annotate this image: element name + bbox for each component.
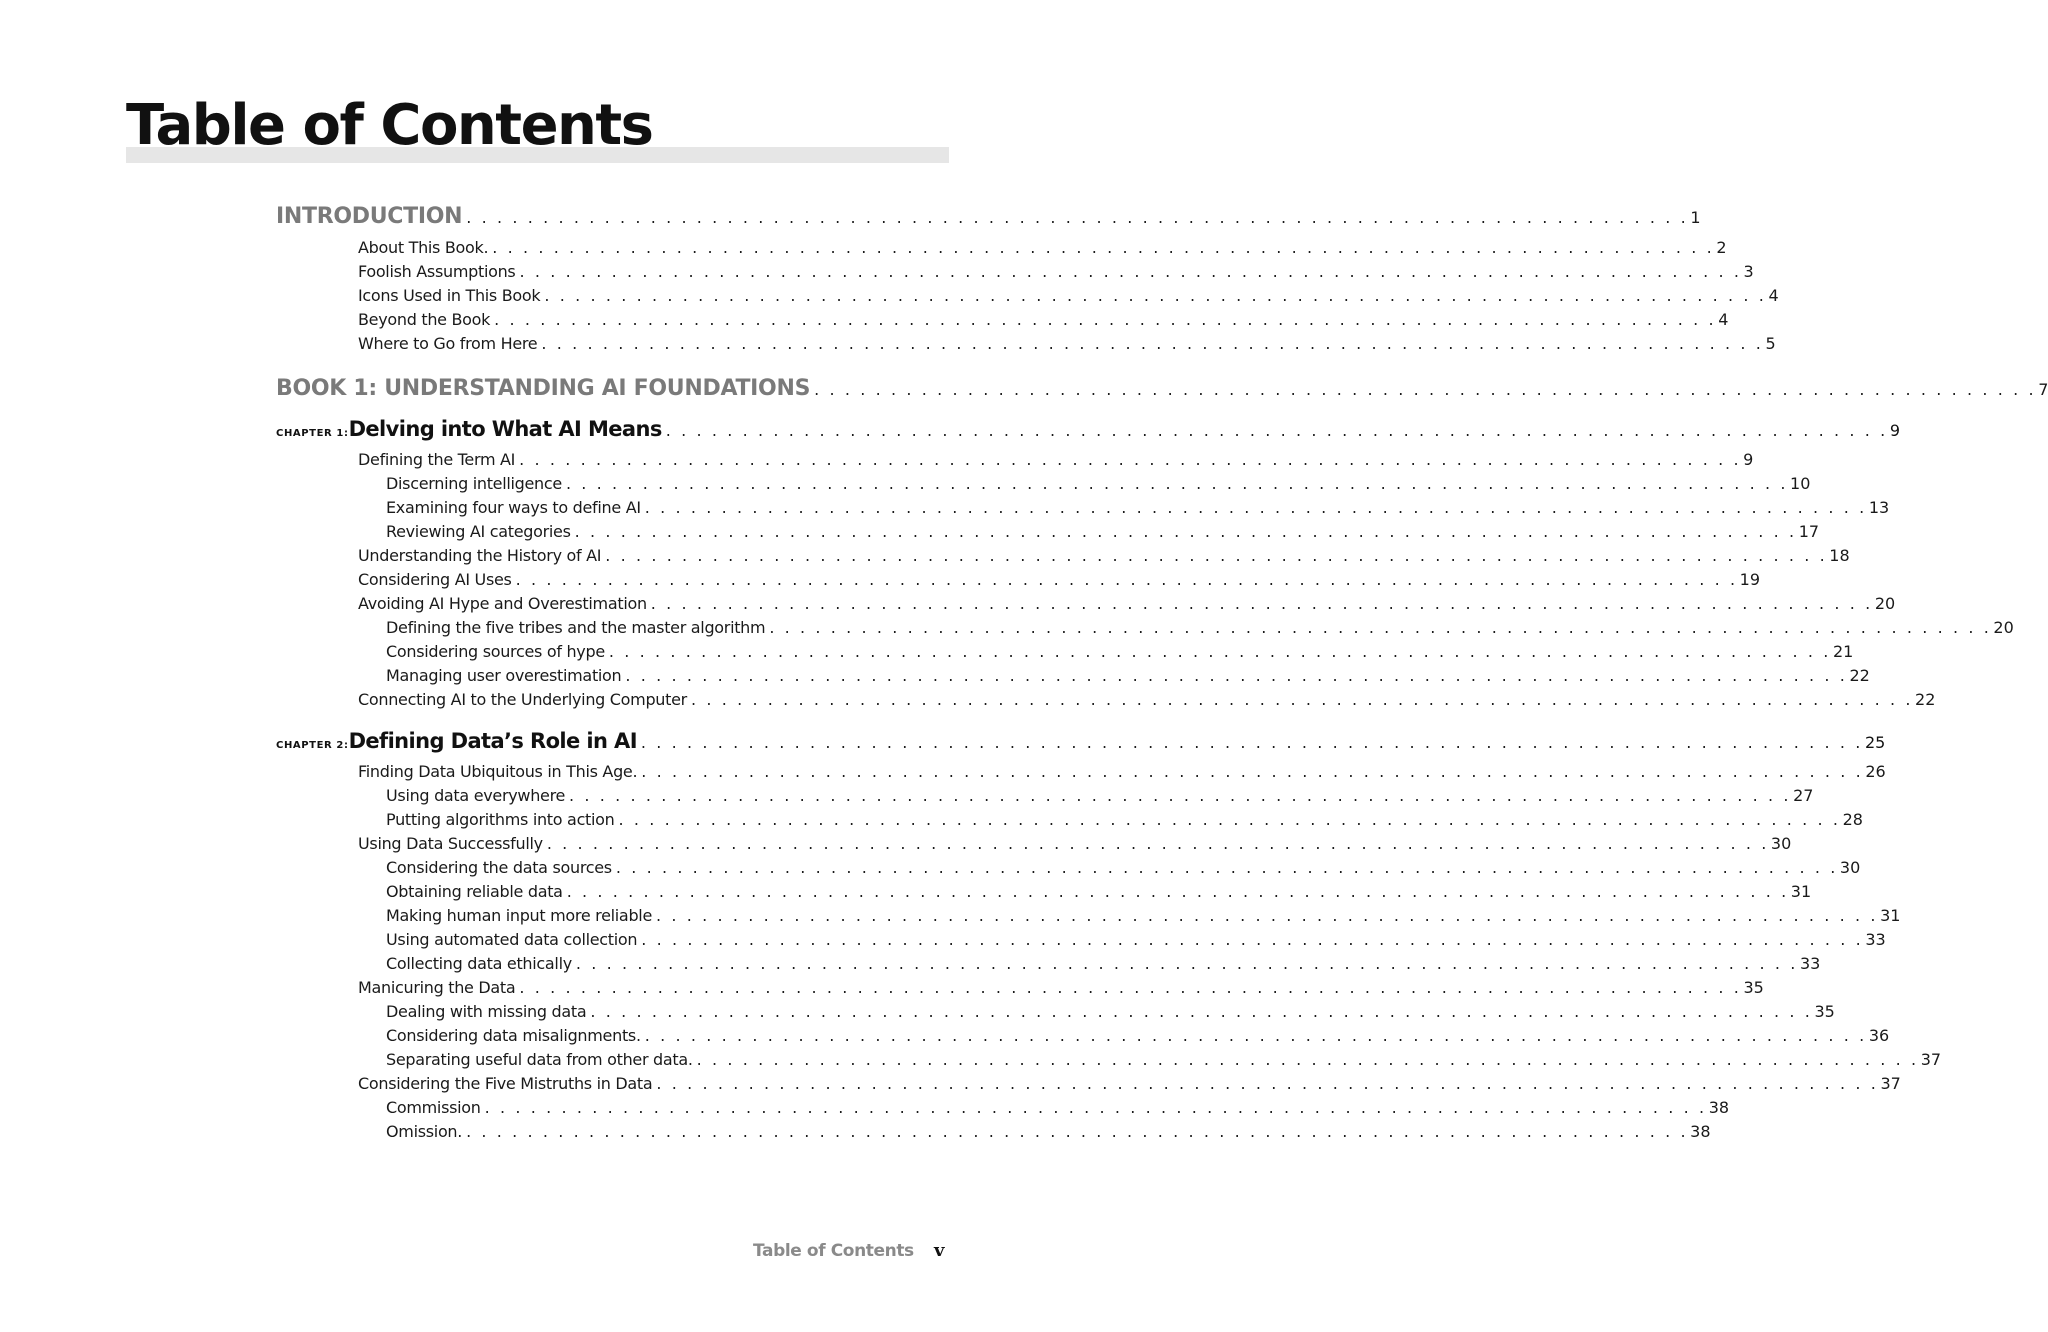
toc-entry-label: Commission <box>386 1098 481 1117</box>
toc-entry-label: Using automated data collection <box>386 930 638 949</box>
toc-entry-page-number: 2 <box>1716 238 1727 257</box>
dot-leader: . . . . . . . . . . . . . . . . . . . . . . . . . . . . . . . . . . . . . . . . . . . . . . . . . . . . . . . . . . . . . . . . . . . . . . . . . . . . . . . . <box>644 1026 1867 1045</box>
toc-entry-page-number: 28 <box>1842 810 1863 829</box>
toc-entry-label: Examining four ways to define AI <box>386 498 641 517</box>
toc-entry[interactable] <box>276 858 1861 877</box>
toc-entry-page-number: 10 <box>1790 474 1811 493</box>
toc-entry-label: Considering the data sources <box>386 858 612 877</box>
dot-leader: . . . . . . . . . . . . . . . . . . . . . . . . . . . . . . . . . . . . . . . . . . . . . . . . . . . . . . . . . . . . . . . . . . . . . . . . . . . . . . . . <box>690 690 1914 709</box>
toc-entry-label: Considering the Five Mistruths in Data <box>358 1074 653 1093</box>
toc-entry-label: Separating useful data from other data. <box>386 1050 693 1069</box>
toc-entry-page-number: 17 <box>1798 522 1820 541</box>
dot-leader: . . . . . . . . . . . . . . . . . . . . . . . . . . . . . . . . . . . . . . . . . . . . . . . . . . . . . . . . . . . . . . . . . . . . . . . . . . . . . . . . <box>656 1074 1879 1093</box>
dot-leader: . . . . . . . . . . . . . . . . . . . . . . . . . . . . . . . . . . . . . . . . . . . . . . . . . . . . . . . . . . . . . . . . . . . . . . . . . . . . . . . . <box>519 978 1742 997</box>
dot-leader: . . . . . . . . . . . . . . . . . . . . . . . . . . . . . . . . . . . . . . . . . . . . . . . . . . . . . . . . . . . . . . . . . . . . . . . . . . . . . . . . <box>519 262 1742 281</box>
dot-leader: . . . . . . . . . . . . . . . . . . . . . . . . . . . . . . . . . . . . . . . . . . . . . . . . . . . . . . . . . . . . . . . . . . . . . . . . . . . . . . . . <box>641 762 1864 781</box>
toc-entry-page-number: 38 <box>1708 1098 1730 1117</box>
toc-entry-label: Discerning intelligence <box>386 474 562 493</box>
toc-entry-page-number: 31 <box>1880 906 1901 925</box>
dot-leader: . . . . . . . . . . . . . . . . . . . . . . . . . . . . . . . . . . . . . . . . . . . . . . . . . . . . . . . . . . . . . . . . . . . . . . . . . . . . . . . . <box>466 1122 1689 1141</box>
toc-entry-page-number: 20 <box>1874 594 1896 613</box>
toc-entry-label: Defining Data’s Role in AI <box>348 729 637 753</box>
toc-entry-label: Understanding the History of AI <box>358 546 602 565</box>
toc-entry[interactable] <box>276 762 1886 781</box>
dot-leader: . . . . . . . . . . . . . . . . . . . . . . . . . . . . . . . . . . . . . . . . . . . . . . . . . . . . . . . . . . . . . . . . . . . . . . . . . . . . . . . . <box>608 642 1831 661</box>
dot-leader: . . . . . . . . . . . . . . . . . . . . . . . . . . . . . . . . . . . . . . . . . . . . . . . . . . . . . . . . . . . . . . . . . . . . . . . . . . . . . . . . <box>769 618 1992 637</box>
toc-entry-page-number: 18 <box>1829 546 1850 565</box>
toc-entry-label: Beyond the Book <box>358 310 491 329</box>
toc-entry-page-number: 22 <box>1849 666 1870 685</box>
toc-entry-page-number: 9 <box>1743 450 1754 469</box>
toc-entry-page-number: 4 <box>1718 310 1729 329</box>
dot-leader: . . . . . . . . . . . . . . . . . . . . . . . . . . . . . . . . . . . . . . . . . . . . . . . . . . . . . . . . . . . . . . . . . . . . . . . . . . . . . . . . <box>519 450 1742 469</box>
dot-leader: . . . . . . . . . . . . . . . . . . . . . . . . . . . . . . . . . . . . . . . . . . . . . . . . . . . . . . . . . . . . . . . . . . . . . . . . . . . . . . . . <box>650 594 1873 613</box>
toc-entry[interactable] <box>276 906 1901 925</box>
toc-part-entry[interactable] <box>276 376 2048 401</box>
toc-chapter-entry[interactable] <box>276 417 1900 441</box>
dot-leader: . . . . . . . . . . . . . . . . . . . . . . . . . . . . . . . . . . . . . . . . . . . . . . . . . . . . . . . . . . . . . . . . . . . . . . . . . . . . . . . . <box>641 930 1864 949</box>
toc-entry[interactable] <box>276 310 1729 329</box>
toc-entry[interactable] <box>276 522 1820 541</box>
toc-entry-page-number: 37 <box>1880 1074 1901 1093</box>
toc-entry-page-number: 35 <box>1814 1002 1835 1021</box>
dot-leader: . . . . . . . . . . . . . . . . . . . . . . . . . . . . . . . . . . . . . . . . . . . . . . . . . . . . . . . . . . . . . . . . . . . . . . . . . . . . . . . . <box>656 906 1879 925</box>
toc-entry-page-number: 37 <box>1920 1050 1942 1069</box>
toc-entry-label: Avoiding AI Hype and Overestimation <box>358 594 647 613</box>
toc-entry-page-number: 20 <box>1993 618 2014 637</box>
toc-entry[interactable] <box>276 642 1854 661</box>
dot-leader: . . . . . . . . . . . . . . . . . . . . . . . . . . . . . . . . . . . . . . . . . . . . . . . . . . . . . . . . . . . . . . . . . . . . . . . . . . . . . . . . <box>590 1002 1813 1021</box>
dot-leader: . . . . . . . . . . . . . . . . . . . . . . . . . . . . . . . . . . . . . . . . . . . . . . . . . . . . . . . . . . . . . . . . . . . . . . . . . . . . . . . . <box>640 733 1863 752</box>
toc-entry-label: Delving into What AI Means <box>348 417 662 441</box>
toc-entry[interactable] <box>276 570 1761 589</box>
toc-entry-page-number: 27 <box>1793 786 1814 805</box>
dot-leader: . . . . . . . . . . . . . . . . . . . . . . . . . . . . . . . . . . . . . . . . . . . . . . . . . . . . . . . . . . . . . . . . . . . . . . . . . . . . . . . . <box>814 380 2037 399</box>
dot-leader: . . . . . . . . . . . . . . . . . . . . . . . . . . . . . . . . . . . . . . . . . . . . . . . . . . . . . . . . . . . . . . . . . . . . . . . . . . . . . . . . <box>569 786 1792 805</box>
dot-leader: . . . . . . . . . . . . . . . . . . . . . . . . . . . . . . . . . . . . . . . . . . . . . . . . . . . . . . . . . . . . . . . . . . . . . . . . . . . . . . . . <box>515 570 1738 589</box>
toc-entry-label: Reviewing AI categories <box>386 522 571 541</box>
toc-entry[interactable] <box>276 546 1850 565</box>
toc-entry-page-number: 21 <box>1832 642 1854 661</box>
toc-entry-label: Icons Used in This Book <box>358 286 541 305</box>
dot-leader: . . . . . . . . . . . . . . . . . . . . . . . . . . . . . . . . . . . . . . . . . . . . . . . . . . . . . . . . . . . . . . . . . . . . . . . . . . . . . . . . <box>544 286 1767 305</box>
dot-leader: . . . . . . . . . . . . . . . . . . . . . . . . . . . . . . . . . . . . . . . . . . . . . . . . . . . . . . . . . . . . . . . . . . . . . . . . . . . . . . . . <box>575 954 1798 973</box>
toc-chapter-entry[interactable] <box>276 729 1886 753</box>
toc-entry-page-number: 22 <box>1915 690 1936 709</box>
dot-leader: . . . . . . . . . . . . . . . . . . . . . . . . . . . . . . . . . . . . . . . . . . . . . . . . . . . . . . . . . . . . . . . . . . . . . . . . . . . . . . . . <box>484 1098 1707 1117</box>
toc-entry-label: Where to Go from Here <box>358 334 538 353</box>
toc-entry-page-number: 38 <box>1690 1122 1711 1141</box>
toc-entry-page-number: 7 <box>2038 380 2048 399</box>
dot-leader: . . . . . . . . . . . . . . . . . . . . . . . . . . . . . . . . . . . . . . . . . . . . . . . . . . . . . . . . . . . . . . . . . . . . . . . . . . . . . . . . <box>494 310 1717 329</box>
toc-entry[interactable] <box>276 474 1811 493</box>
toc-entry[interactable] <box>276 666 1870 685</box>
toc-entry[interactable] <box>276 1026 1890 1045</box>
toc-entry[interactable] <box>276 810 1863 829</box>
toc-entry-label: Finding Data Ubiquitous in This Age. <box>358 762 638 781</box>
toc-entry[interactable] <box>276 1002 1835 1021</box>
dot-leader: . . . . . . . . . . . . . . . . . . . . . . . . . . . . . . . . . . . . . . . . . . . . . . . . . . . . . . . . . . . . . . . . . . . . . . . . . . . . . . . . <box>618 810 1841 829</box>
toc-entry[interactable] <box>276 594 1896 613</box>
toc-entry-page-number: 5 <box>1765 334 1776 353</box>
toc-entry[interactable] <box>276 238 1727 257</box>
toc-entry[interactable] <box>276 286 1779 305</box>
toc-entry-page-number: 13 <box>1868 498 1890 517</box>
toc-entry[interactable] <box>276 498 1890 517</box>
toc-entry-page-number: 3 <box>1743 262 1754 281</box>
toc-entry-label: Making human input more reliable <box>386 906 652 925</box>
toc-entry-label: Using data everywhere <box>386 786 566 805</box>
toc-entry-page-number: 9 <box>1889 421 1900 440</box>
toc-entry[interactable] <box>276 1074 1901 1093</box>
toc-entry-label: Defining the Term AI <box>358 450 516 469</box>
toc-entry[interactable] <box>276 954 1821 973</box>
toc-entry-label: INTRODUCTION <box>276 204 463 229</box>
toc-entry[interactable] <box>276 334 1776 353</box>
toc-part-entry[interactable] <box>276 204 1701 229</box>
dot-leader: . . . . . . . . . . . . . . . . . . . . . . . . . . . . . . . . . . . . . . . . . . . . . . . . . . . . . . . . . . . . . . . . . . . . . . . . . . . . . . . . <box>546 834 1769 853</box>
toc-entry-page-number: 19 <box>1739 570 1761 589</box>
toc-entry-page-number: 33 <box>1865 930 1886 949</box>
dot-leader: . . . . . . . . . . . . . . . . . . . . . . . . . . . . . . . . . . . . . . . . . . . . . . . . . . . . . . . . . . . . . . . . . . . . . . . . . . . . . . . . <box>574 522 1797 541</box>
toc-entry-label: Foolish Assumptions <box>358 262 516 281</box>
dot-leader: . . . . . . . . . . . . . . . . . . . . . . . . . . . . . . . . . . . . . . . . . . . . . . . . . . . . . . . . . . . . . . . . . . . . . . . . . . . . . . . . <box>625 666 1848 685</box>
toc-entry[interactable] <box>276 882 1812 901</box>
toc-entry[interactable] <box>276 978 1764 997</box>
toc-entry-page-number: 25 <box>1864 733 1886 752</box>
toc-entry-page-number: 1 <box>1690 208 1701 227</box>
dot-leader: . . . . . . . . . . . . . . . . . . . . . . . . . . . . . . . . . . . . . . . . . . . . . . . . . . . . . . . . . . . . . . . . . . . . . . . . . . . . . . . . <box>565 474 1789 493</box>
toc-entry-label: Dealing with missing data <box>386 1002 587 1021</box>
page-title: Table of Contents <box>126 93 653 158</box>
toc-entry-page-number: 30 <box>1839 858 1861 877</box>
toc-entry[interactable] <box>276 1122 1711 1141</box>
dot-leader: . . . . . . . . . . . . . . . . . . . . . . . . . . . . . . . . . . . . . . . . . . . . . . . . . . . . . . . . . . . . . . . . . . . . . . . . . . . . . . . . <box>566 882 1789 901</box>
toc-entry[interactable] <box>276 262 1754 281</box>
running-footer-title: Table of Contents <box>753 1241 914 1261</box>
toc-entry-label: Considering data misalignments. <box>386 1026 641 1045</box>
toc-entry-page-number: 33 <box>1799 954 1821 973</box>
toc-entry-page-number: 26 <box>1865 762 1886 781</box>
toc-entry[interactable] <box>276 834 1792 853</box>
footer-page-number: v <box>934 1240 945 1261</box>
toc-entry-label: Considering sources of hype <box>386 642 605 661</box>
dot-leader: . . . . . . . . . . . . . . . . . . . . . . . . . . . . . . . . . . . . . . . . . . . . . . . . . . . . . . . . . . . . . . . . . . . . . . . . . . . . . . . . <box>665 421 1888 440</box>
toc-entry-page-number: 4 <box>1768 286 1779 305</box>
chapter-tag: CHAPTER 2: <box>276 740 349 751</box>
toc-entry-label: Omission. <box>386 1122 463 1141</box>
toc-entry-label: Defining the five tribes and the master algorithm <box>386 618 766 637</box>
toc-entry[interactable] <box>276 618 2014 637</box>
toc-entry-page-number: 35 <box>1743 978 1764 997</box>
toc-entry-label: About This Book. <box>358 238 489 257</box>
toc-entry-label: Considering AI Uses <box>358 570 512 589</box>
dot-leader: . . . . . . . . . . . . . . . . . . . . . . . . . . . . . . . . . . . . . . . . . . . . . . . . . . . . . . . . . . . . . . . . . . . . . . . . . . . . . . . . <box>615 858 1838 877</box>
toc-entry-label: Manicuring the Data <box>358 978 516 997</box>
toc-entry-label: Collecting data ethically <box>386 954 572 973</box>
dot-leader: . . . . . . . . . . . . . . . . . . . . . . . . . . . . . . . . . . . . . . . . . . . . . . . . . . . . . . . . . . . . . . . . . . . . . . . . . . . . . . . . <box>696 1050 1919 1069</box>
toc-entry[interactable] <box>276 690 1936 709</box>
toc-entry-page-number: 30 <box>1770 834 1792 853</box>
toc-entry[interactable] <box>276 930 1886 949</box>
toc-entry[interactable] <box>276 450 1754 469</box>
toc-entry-page-number: 36 <box>1868 1026 1890 1045</box>
toc-entry-label: Obtaining reliable data <box>386 882 563 901</box>
toc-entry-label: Using Data Successfully <box>358 834 543 853</box>
dot-leader: . . . . . . . . . . . . . . . . . . . . . . . . . . . . . . . . . . . . . . . . . . . . . . . . . . . . . . . . . . . . . . . . . . . . . . . . . . . . . . . . <box>605 546 1828 565</box>
toc-entry-label: Putting algorithms into action <box>386 810 615 829</box>
dot-leader: . . . . . . . . . . . . . . . . . . . . . . . . . . . . . . . . . . . . . . . . . . . . . . . . . . . . . . . . . . . . . . . . . . . . . . . . . . . . . . . . <box>644 498 1867 517</box>
dot-leader: . . . . . . . . . . . . . . . . . . . . . . . . . . . . . . . . . . . . . . . . . . . . . . . . . . . . . . . . . . . . . . . . . . . . . . . . . . . . . . . . <box>466 208 1689 227</box>
dot-leader: . . . . . . . . . . . . . . . . . . . . . . . . . . . . . . . . . . . . . . . . . . . . . . . . . . . . . . . . . . . . . . . . . . . . . . . . . . . . . . . . <box>492 238 1715 257</box>
toc-entry[interactable] <box>276 1050 1942 1069</box>
toc-entry-page-number: 31 <box>1790 882 1812 901</box>
toc-entry[interactable] <box>276 786 1814 805</box>
toc-entry-label: BOOK 1: UNDERSTANDING AI FOUNDATIONS <box>276 376 811 401</box>
toc-entry-label: Connecting AI to the Underlying Computer <box>358 690 687 709</box>
dot-leader: . . . . . . . . . . . . . . . . . . . . . . . . . . . . . . . . . . . . . . . . . . . . . . . . . . . . . . . . . . . . . . . . . . . . . . . . . . . . . . . . <box>541 334 1764 353</box>
chapter-tag: CHAPTER 1: <box>276 428 349 439</box>
toc-entry-label: Managing user overestimation <box>386 666 622 685</box>
toc-entry[interactable] <box>276 1098 1730 1117</box>
